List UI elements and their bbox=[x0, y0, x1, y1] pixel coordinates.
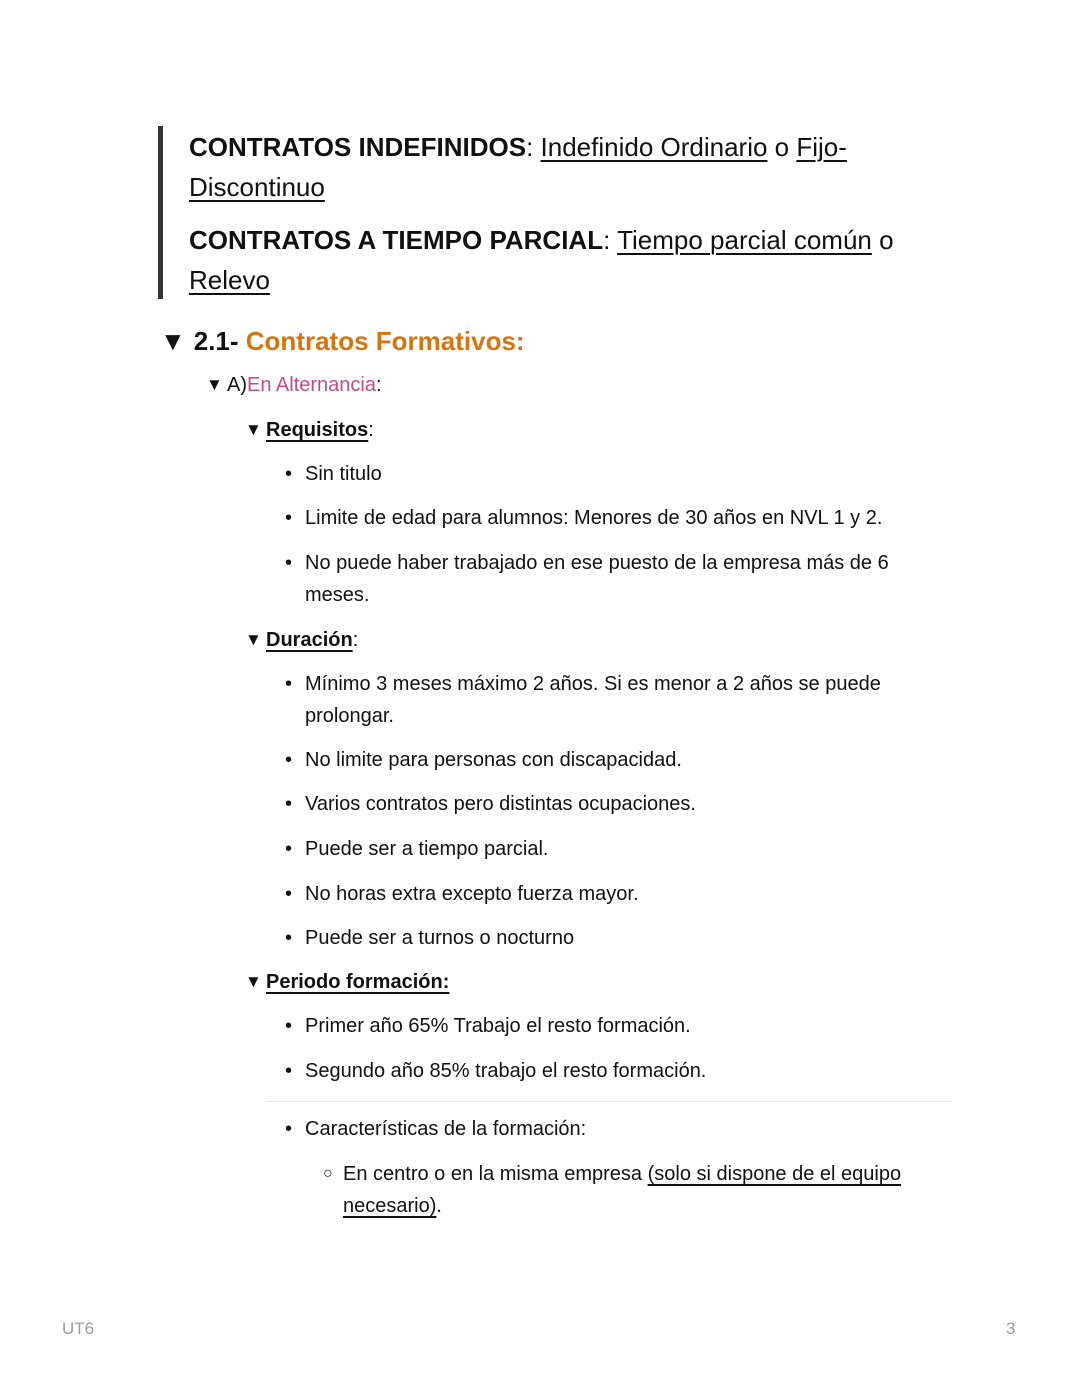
underlined-note: (solo si dispone de el equipo necesario) bbox=[343, 1163, 902, 1217]
bullet-icon: • bbox=[285, 1060, 293, 1082]
list-item bbox=[285, 502, 925, 534]
list-item bbox=[285, 878, 925, 910]
sub-list-item bbox=[323, 1158, 943, 1222]
list-item bbox=[285, 833, 925, 865]
colon: : bbox=[375, 374, 382, 396]
list-item bbox=[285, 1010, 925, 1042]
page-number: 3 bbox=[1006, 1319, 1016, 1338]
bullet-icon: • bbox=[285, 838, 293, 860]
toggle-duracion[interactable] bbox=[245, 624, 358, 656]
list-item bbox=[285, 788, 925, 820]
bullet-icon: • bbox=[285, 1118, 293, 1140]
toggle-periodo-formacion[interactable] bbox=[245, 966, 449, 998]
toggle-triangle-icon[interactable]: ▼ bbox=[160, 326, 186, 356]
hollow-bullet-icon: ○ bbox=[323, 1165, 333, 1182]
colon: : bbox=[352, 629, 359, 651]
bullet-icon: • bbox=[285, 883, 293, 905]
list-item-text: No puede haber trabajado en ese puesto de la empresa más de 6 meses. bbox=[305, 552, 889, 606]
periodo-title: Periodo formación: bbox=[266, 971, 450, 993]
toggle-triangle-icon[interactable]: ▼ bbox=[245, 630, 262, 649]
bullet-icon: • bbox=[285, 793, 293, 815]
duracion-title: Duración bbox=[266, 629, 353, 651]
list-item-text: Puede ser a turnos o nocturno bbox=[305, 927, 575, 949]
list-item bbox=[285, 547, 925, 611]
term-relevo: Relevo bbox=[189, 265, 270, 295]
list-item-text: Mínimo 3 meses máximo 2 años. Si es menor a 2 años se puede prolongar. bbox=[305, 673, 881, 727]
list-item bbox=[285, 668, 925, 732]
section-title: Contratos Formativos: bbox=[245, 326, 525, 356]
footer-unit-label: UT6 bbox=[62, 1319, 95, 1338]
blockquote-bar bbox=[158, 126, 163, 299]
term-indefinido-ordinario: Indefinido Ordinario bbox=[540, 132, 768, 162]
section-toggle-contratos-formativos[interactable] bbox=[160, 323, 525, 359]
quote-paragraph-parcial bbox=[189, 220, 934, 300]
bullet-icon: • bbox=[285, 673, 293, 695]
toggle-requisitos[interactable] bbox=[245, 414, 374, 446]
toggle-en-alternancia[interactable] bbox=[206, 369, 382, 401]
bullet-icon: • bbox=[285, 1015, 293, 1037]
term-fijo-discontinuo: Fijo-Discontinuo bbox=[189, 132, 847, 202]
list-item bbox=[285, 1113, 925, 1145]
list-item-text: Segundo año 85% trabajo el resto formación. bbox=[305, 1060, 707, 1082]
bullet-icon: • bbox=[285, 552, 293, 574]
list-item-text: Características de la formación: bbox=[305, 1118, 587, 1140]
period: . bbox=[436, 1195, 442, 1217]
subsection-title: En Alternancia bbox=[247, 374, 376, 396]
label-indefinidos: CONTRATOS INDEFINIDOS bbox=[189, 132, 527, 162]
label-tiempo-parcial: CONTRATOS A TIEMPO PARCIAL bbox=[189, 225, 604, 255]
bullet-icon: • bbox=[285, 927, 293, 949]
list-item bbox=[285, 744, 925, 776]
separator: : bbox=[526, 132, 541, 162]
requisitos-title: Requisitos bbox=[266, 419, 369, 441]
quote-paragraph-indefinidos bbox=[189, 127, 934, 207]
bullet-icon: • bbox=[285, 507, 293, 529]
subsection-prefix: A) bbox=[227, 374, 247, 396]
list-item-text: Primer año 65% Trabajo el resto formación. bbox=[305, 1015, 691, 1037]
term-tiempo-parcial-comun: Tiempo parcial común bbox=[617, 225, 872, 255]
list-item bbox=[285, 458, 925, 490]
bullet-icon: • bbox=[285, 749, 293, 771]
list-item-text: Varios contratos pero distintas ocupaciones. bbox=[305, 793, 696, 815]
toggle-triangle-icon[interactable]: ▼ bbox=[206, 375, 223, 394]
list-item bbox=[285, 1055, 925, 1087]
colon: : bbox=[368, 419, 374, 441]
list-item-text: Sin titulo bbox=[305, 463, 382, 485]
sub-list-item-text bbox=[343, 1158, 943, 1222]
separator: : bbox=[603, 225, 618, 255]
list-item-text: No horas extra excepto fuerza mayor. bbox=[305, 883, 639, 905]
list-item-text: Puede ser a tiempo parcial. bbox=[305, 838, 549, 860]
conjunction: o bbox=[767, 132, 797, 162]
list-item-text: No limite para personas con discapacidad. bbox=[305, 749, 682, 771]
divider bbox=[266, 1101, 952, 1102]
section-number: 2.1- bbox=[193, 326, 246, 356]
toggle-triangle-icon[interactable]: ▼ bbox=[245, 972, 262, 991]
conjunction: o bbox=[871, 225, 894, 255]
text: En centro o en la misma empresa bbox=[343, 1163, 648, 1185]
list-item-text: Limite de edad para alumnos: Menores de 30 años en NVL 1 y 2. bbox=[305, 507, 883, 529]
toggle-triangle-icon[interactable]: ▼ bbox=[245, 420, 262, 439]
bullet-icon: • bbox=[285, 463, 293, 485]
list-item bbox=[285, 922, 925, 954]
